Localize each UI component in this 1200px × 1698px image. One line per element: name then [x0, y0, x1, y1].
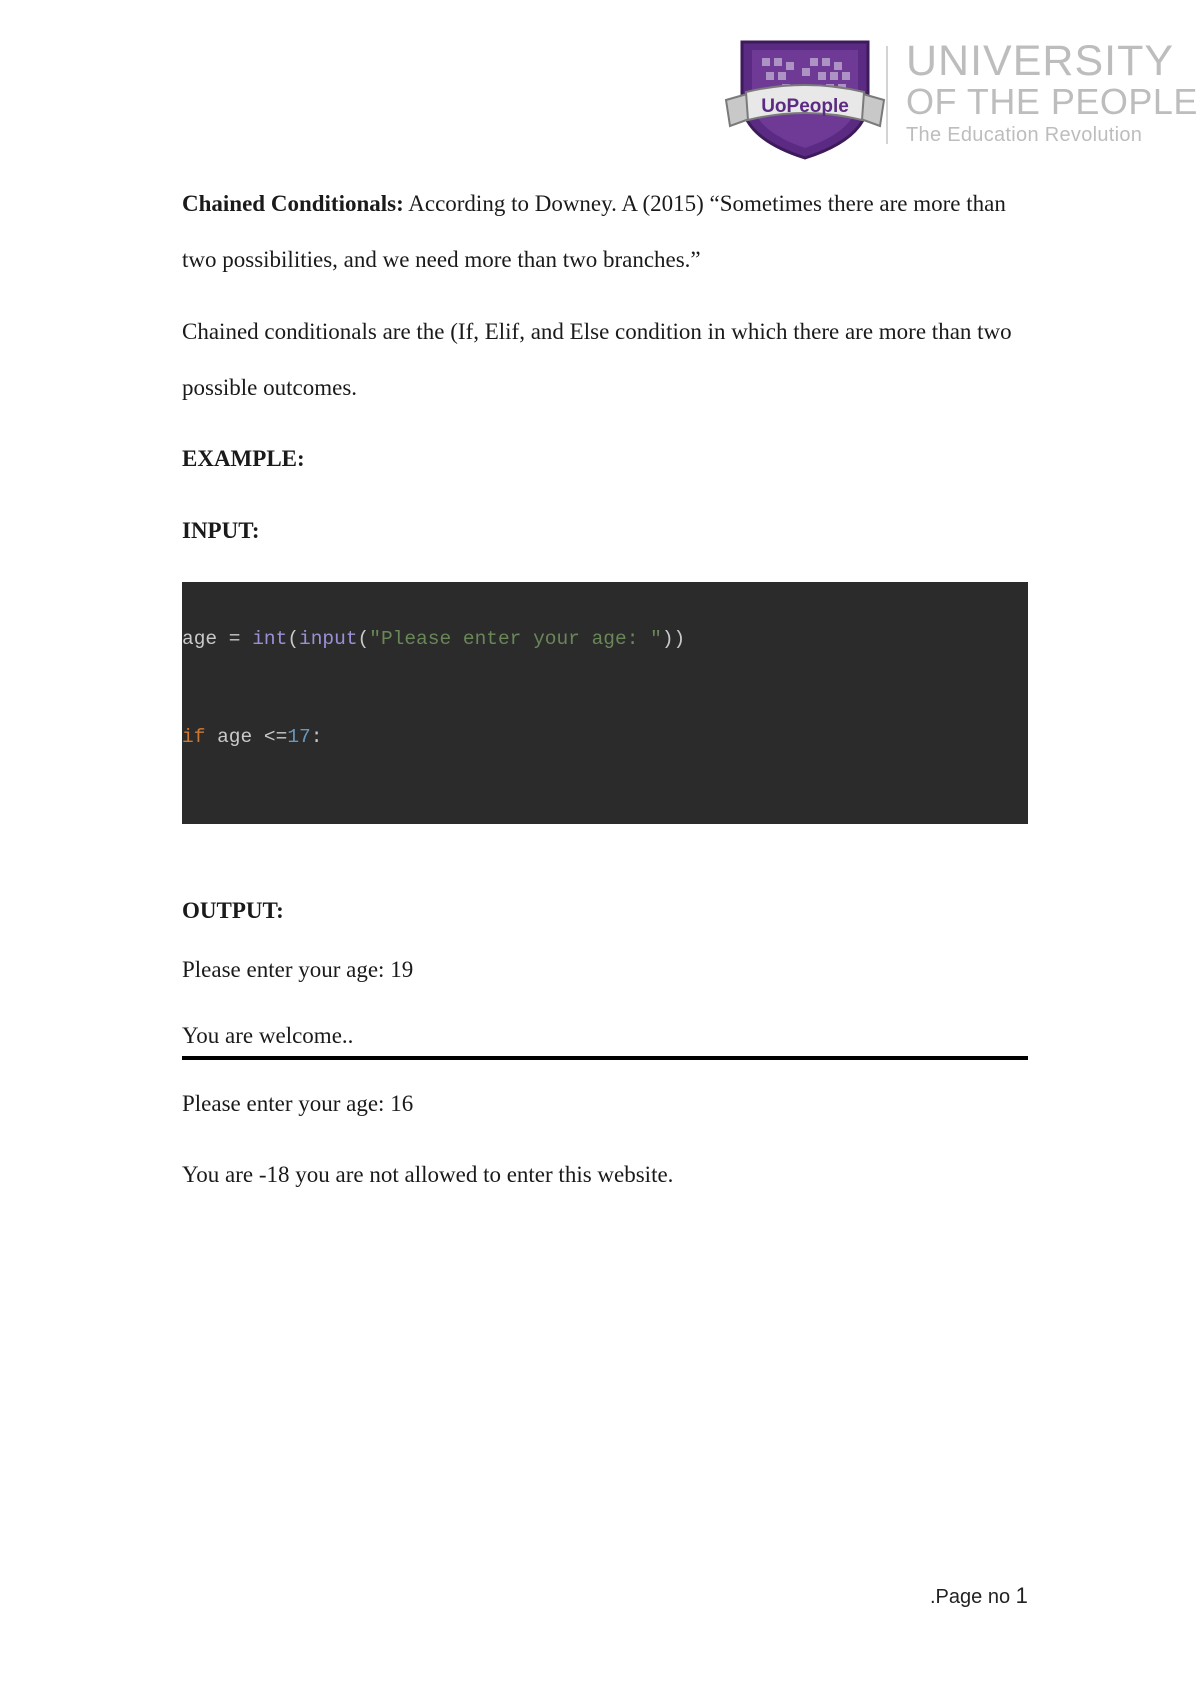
output-line: You are welcome.. [182, 1023, 354, 1048]
logo-tagline: The Education Revolution [906, 124, 1143, 146]
page-footer [930, 1583, 1028, 1609]
document-body [182, 176, 1028, 1195]
horizontal-rule [182, 1056, 1028, 1060]
input-heading: INPUT: [182, 518, 260, 543]
code-line [182, 822, 1028, 824]
logo-divider [886, 46, 888, 144]
example-heading: EXAMPLE: [182, 446, 305, 471]
logo-wordmark [906, 37, 1198, 148]
output-line: Please enter your age: 19 [182, 957, 414, 982]
output-line: Please enter your age: 16 [182, 1091, 414, 1116]
page-number: 1 [1015, 1583, 1028, 1608]
intro-term: Chained Conditionals: [182, 191, 404, 216]
logo-line-of-the-people: OF THE PEOPLE [906, 81, 1198, 122]
logo-badge-text: UoPeople [761, 96, 849, 117]
code-line: age = int(input("Please enter your age: ")) [182, 628, 686, 650]
code-block [182, 582, 1028, 824]
code-line: if age <=17: [182, 726, 323, 748]
intro-quote: According to Downey. A (2015) “Sometimes there are more than two possibilities, and we need more than two branches.” [182, 191, 1006, 272]
definition-paragraph: Chained conditionals are the (If, Elif, and Else condition in which there are more than two possible outcomes. [182, 319, 1012, 400]
intro-paragraph [182, 176, 1028, 288]
output-heading: OUTPUT: [182, 898, 284, 923]
logo-line-university: UNIVERSITY [906, 37, 1175, 85]
page-number-label: .Page no [930, 1586, 1011, 1608]
output-line: You are -18 you are not allowed to enter this website. [182, 1162, 674, 1187]
